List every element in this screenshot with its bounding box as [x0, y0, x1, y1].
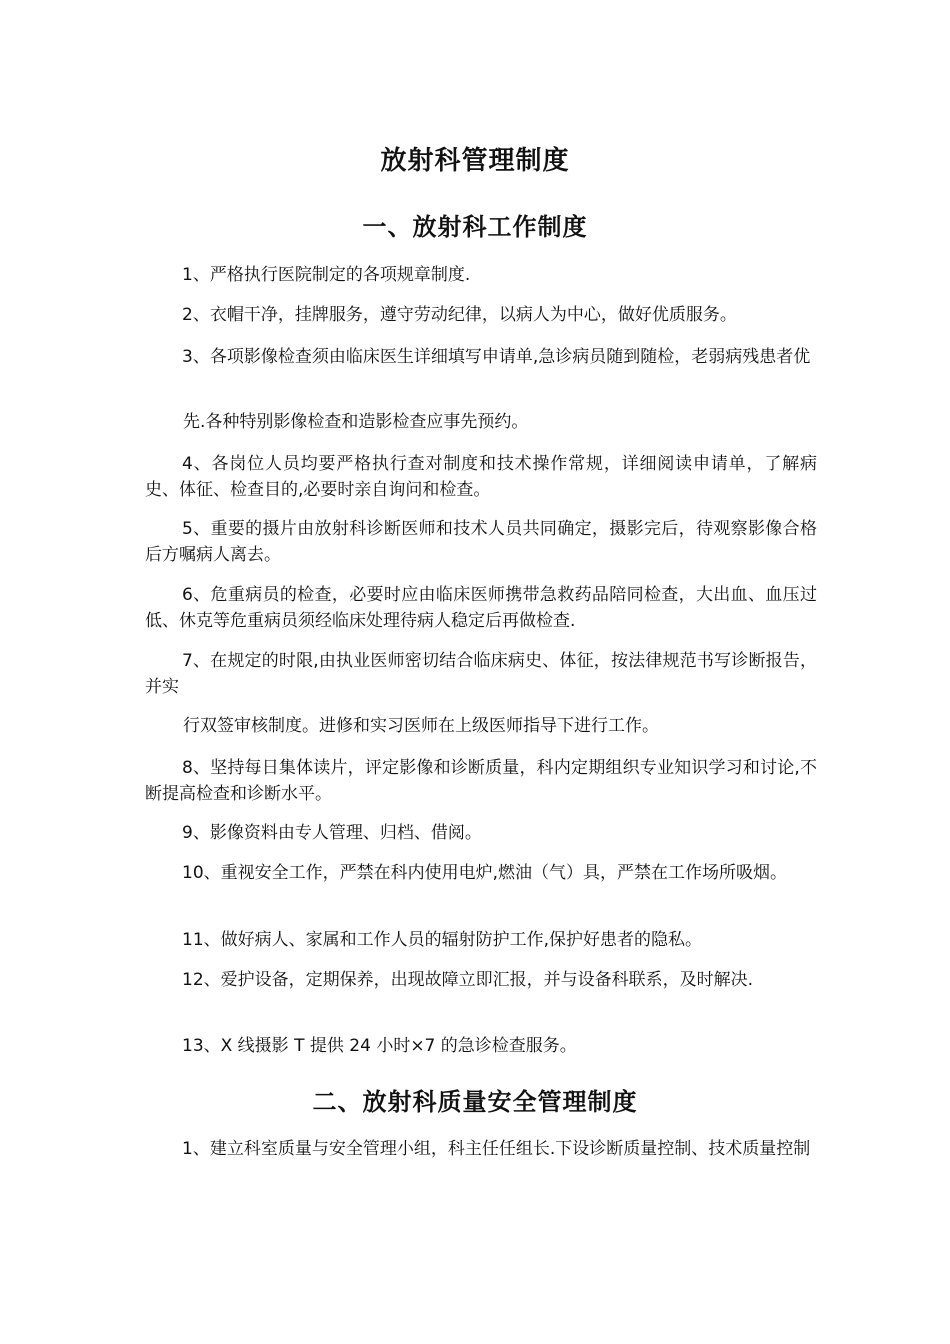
paragraph-item-7-continued: 行双签审核制度。进修和实习医师在上级医师指导下进行工作。	[183, 716, 659, 736]
document-title: 放射科管理制度	[380, 146, 570, 176]
paragraph-item-3: 3、各项影像检查须由临床医生详细填写申请单,急诊病员随到随检，老弱病残患者优	[182, 347, 811, 367]
paragraph-item-4: 4、各岗位人员均要严格执行查对制度和技术操作常规，详细阅读申请单，了解病史、体征、检查目的,必要时亲自询问和检查。	[145, 454, 817, 500]
paragraph-item-2: 2、衣帽干净，挂牌服务，遵守劳动纪律，以病人为中心，做好优质服务。	[182, 305, 737, 325]
paragraph-item-3-continued: 先.各种特别影像检查和造影检查应事先预约。	[183, 412, 529, 432]
paragraph-item-7: 7、在规定的时限,由执业医师密切结合临床病史、体征，按法律规范书写诊断报告，并实	[145, 651, 817, 697]
paragraph-item-8: 8、坚持每日集体读片，评定影像和诊断质量，科内定期组织专业知识学习和讨论,不断提高检查和诊断水平。	[145, 758, 817, 804]
paragraph-item-12: 12、爱护设备，定期保养，出现故障立即汇报，并与设备科联系，及时解决.	[182, 970, 754, 990]
section-heading-work-rules: 一、放射科工作制度	[362, 213, 588, 241]
paragraph-quality-item-1: 1、建立科室质量与安全管理小组，科主任任组长.下设诊断质量控制、技术质量控制	[182, 1139, 811, 1159]
paragraph-item-13: 13、X 线摄影 T 提供 24 小时×7 的急诊检查服务。	[182, 1036, 577, 1056]
paragraph-item-11: 11、做好病人、家属和工作人员的辐射防护工作,保护好患者的隐私。	[182, 930, 703, 950]
paragraph-item-6: 6、危重病员的检查，必要时应由临床医师携带急救药品陪同检查，大出血、血压过低、休克等危重病员须经临床处理待病人稳定后再做检查.	[145, 585, 817, 631]
paragraph-item-5: 5、重要的摄片由放射科诊断医师和技术人员共同确定，摄影完后，待观察影像合格后方嘱病人离去。	[145, 519, 817, 565]
paragraph-item-1: 1、严格执行医院制定的各项规章制度.	[182, 265, 471, 285]
section-heading-quality-safety: 二、放射科质量安全管理制度	[312, 1088, 638, 1116]
paragraph-item-10: 10、重视安全工作，严禁在科内使用电炉,燃油（气）具，严禁在工作场所吸烟。	[182, 863, 788, 883]
paragraph-item-9: 9、影像资料由专人管理、归档、借阅。	[182, 823, 482, 843]
